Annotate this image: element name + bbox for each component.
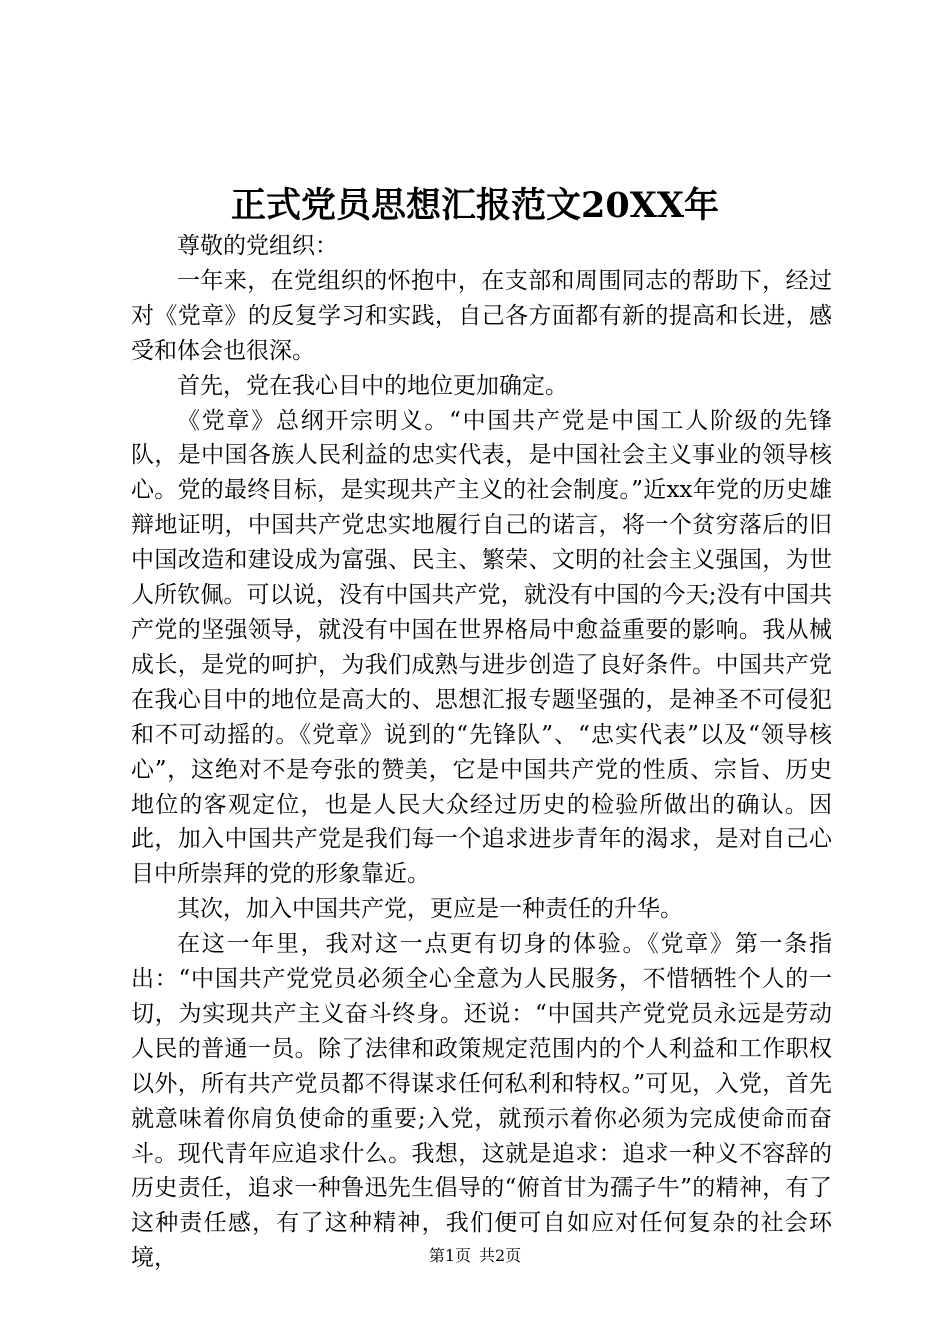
page-number: 第1页 <box>428 1246 471 1265</box>
body-paragraph: 首先，党在我心目中的地位更加确定。 <box>177 372 568 399</box>
body-paragraph: 其次，加入中国共产党，更应是一种责任的升华。 <box>177 896 683 923</box>
body-paragraph: 在这一年里，我对这一点更有切身的体验。《党章》第一条指出：“中国共产党党员必须全心全意为人民服务，不惜牺牲个人的一切，为实现共产主义奋斗终身。还说：“中国共产党党员永远是劳动人民的普通一员。除了法律和政策规定范围内的个人利益和工作职权以外，所有共产党员都不得谋求任何私利和特权。”可见，入党，首先就意味着你肩负使命的重要;入党，就预示着你必须为完成使命而奋斗。现代青年应追求什么。我想，这就是追求：追求一种义不容辞的历史责任，追求一种鲁迅先生倡导的“俯首甘为孺子牛”的精神，有了这种责任感，有了这种精神，我们便可自如应对任何复杂的社会环境， <box>131 931 832 1272</box>
document-body <box>131 229 832 1276</box>
page-footer <box>0 1243 950 1266</box>
body-paragraph: 一年来，在党组织的怀抱中，在支部和周围同志的帮助下，经过对《党章》的反复学习和实践，自己各方面都有新的提高和长进，感受和体会也很深。 <box>131 267 832 364</box>
page-total: 共2页 <box>479 1246 522 1265</box>
salutation: 尊敬的党组织： <box>177 233 338 259</box>
body-paragraph: 《党章》总纲开宗明义。“中国共产党是中国工人阶级的先锋队，是中国各族人民利益的忠实代表，是中国社会主义事业的领导核心。党的最终目标，是实现共产主义的社会制度。”近xx年党的历史雄辩地证明，中国共产党忠实地履行自己的诺言，将一个贫穷落后的旧中国改造和建设成为富强、民主、繁荣、文明的社会主义强国，为世人所钦佩。可以说，没有中国共产党，就没有中国的今天;没有中国共产党的坚强领导，就没有中国在世界格局中愈益重要的影响。我从械成长，是党的呵护，为我们成熟与进步创造了良好条件。中国共产党在我心目中的地位是高大的、思想汇报专题坚强的，是神圣不可侵犯和不可动摇的。《党章》说到的“先锋队”、“忠实代表”以及“领导核心”，这绝对不是夸张的赞美，它是中国共产党的性质、宗旨、历史地位的客观定位，也是人民大众经过历史的检验所做出的确认。因此，加入中国共产党是我们每一个追求进步青年的渴求，是对自己心目中所崇拜的党的形象靠近。 <box>131 407 832 888</box>
document-title: 正式党员思想汇报范文20XX年 <box>230 185 720 226</box>
